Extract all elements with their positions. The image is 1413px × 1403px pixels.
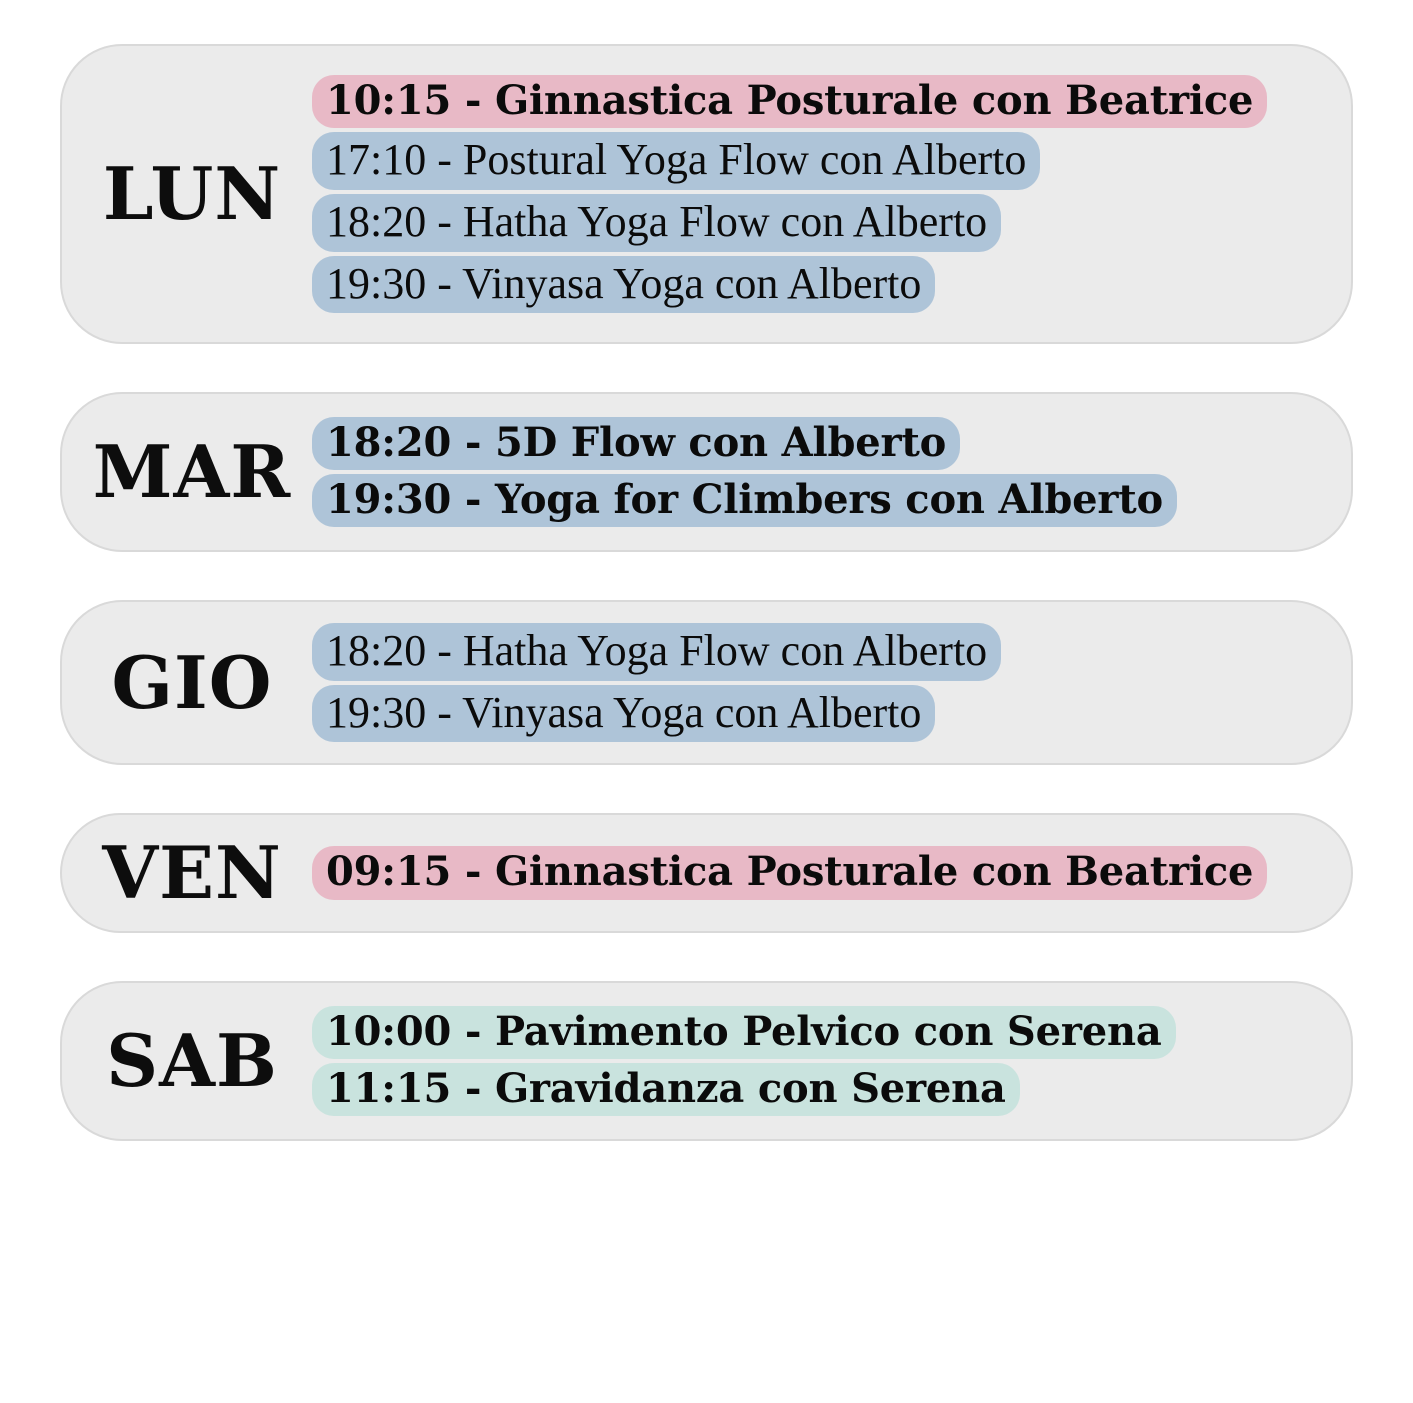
class-row <box>312 256 1331 314</box>
class-row <box>312 474 1331 527</box>
class-row <box>312 194 1331 252</box>
class-list-lun <box>312 75 1341 314</box>
class-item[interactable]: 19:30 - Vinyasa Yoga con Alberto <box>312 256 935 314</box>
class-item[interactable]: 10:00 - Pavimento Pelvico con Serena <box>312 1006 1176 1059</box>
day-card-sab <box>60 981 1353 1141</box>
class-item[interactable]: 17:10 - Postural Yoga Flow con Alberto <box>312 132 1040 190</box>
class-item[interactable]: 18:20 - 5D Flow con Alberto <box>312 417 960 470</box>
class-row <box>312 132 1331 190</box>
day-label-lun: LUN <box>102 151 282 236</box>
day-label-sab: SAB <box>106 1018 278 1103</box>
class-item[interactable]: 19:30 - Yoga for Climbers con Alberto <box>312 474 1177 527</box>
class-item[interactable]: 18:20 - Hatha Yoga Flow con Alberto <box>312 194 1001 252</box>
day-label-mar: MAR <box>92 429 292 514</box>
class-item[interactable]: 09:15 - Ginnastica Posturale con Beatrice <box>312 846 1267 899</box>
class-row <box>312 1063 1331 1116</box>
class-row <box>312 623 1331 681</box>
class-row <box>312 75 1331 128</box>
day-card-ven <box>60 813 1353 933</box>
class-item[interactable]: 10:15 - Ginnastica Posturale con Beatrice <box>312 75 1267 128</box>
day-card-mar <box>60 392 1353 552</box>
day-label-gio: GIO <box>111 639 273 725</box>
class-row <box>312 846 1331 899</box>
day-card-lun <box>60 44 1353 344</box>
class-item[interactable]: 18:20 - Hatha Yoga Flow con Alberto <box>312 623 1001 681</box>
class-list-ven <box>312 846 1341 899</box>
class-row <box>312 685 1331 743</box>
class-row <box>312 1006 1331 1059</box>
class-list-gio <box>312 623 1341 743</box>
class-list-mar <box>312 417 1341 527</box>
day-card-gio <box>60 600 1353 765</box>
day-label-ven: VEN <box>102 830 282 915</box>
class-row <box>312 417 1331 470</box>
class-item[interactable]: 11:15 - Gravidanza con Serena <box>312 1063 1020 1116</box>
class-item[interactable]: 19:30 - Vinyasa Yoga con Alberto <box>312 685 935 743</box>
class-list-sab <box>312 1006 1341 1116</box>
